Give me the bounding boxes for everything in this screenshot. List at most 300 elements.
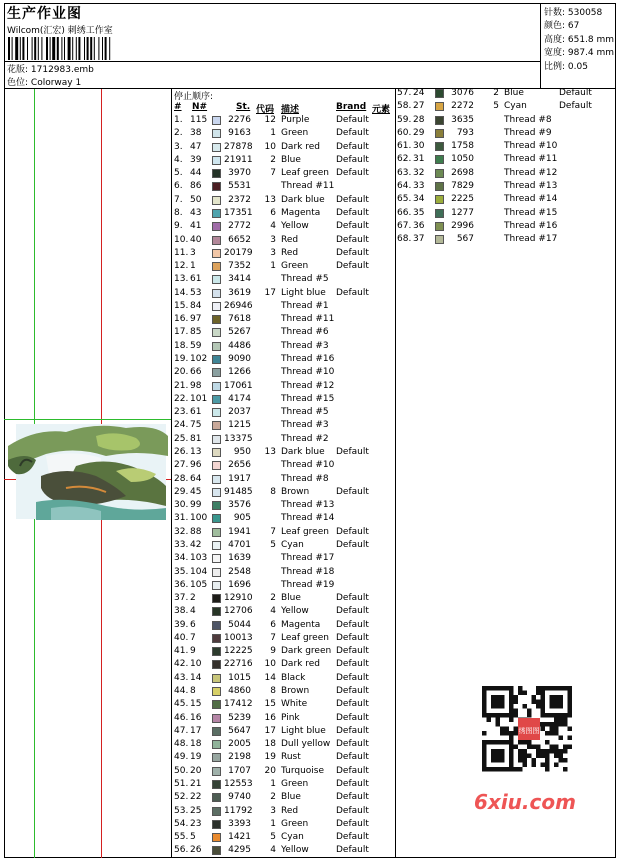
qr-cell	[514, 731, 519, 736]
qr-cell	[500, 727, 505, 732]
barcode-bar	[87, 37, 89, 60]
row-n: 85	[190, 327, 202, 338]
color-swatch	[212, 143, 221, 152]
row-seq: 46.	[174, 712, 189, 723]
qr-cell	[514, 709, 519, 714]
color-swatch	[212, 740, 221, 749]
row-seq: 31.	[174, 513, 189, 524]
qr-cell	[518, 691, 523, 696]
row-seq: 59.	[397, 114, 412, 125]
row-n: 20	[190, 765, 202, 776]
color-swatch	[435, 222, 444, 231]
qr-cell	[509, 731, 514, 736]
qr-cell	[532, 745, 537, 750]
row-brand: Default	[336, 845, 369, 856]
row-description: Dull yellow	[281, 739, 331, 750]
row-brand: Default	[336, 486, 369, 497]
color-swatch	[212, 315, 221, 324]
row-stitches: 950	[233, 447, 251, 457]
color-swatch	[212, 182, 221, 191]
color-swatch	[212, 302, 221, 311]
row-stitches: 5647	[228, 725, 251, 736]
row-seq: 27.	[174, 460, 189, 471]
barcode-bar	[27, 37, 28, 60]
row-description: Red	[281, 247, 299, 258]
row-stitches: 12225	[224, 646, 253, 657]
row-brand: Default	[336, 672, 369, 683]
row-stitches: 1696	[228, 579, 251, 590]
row-description: Thread #5	[281, 407, 329, 418]
row-seq: 49.	[174, 752, 189, 763]
qr-cell	[536, 700, 541, 705]
row-stitches: 5239	[228, 712, 251, 723]
row-seq: 66.	[397, 207, 412, 218]
color-swatch	[212, 395, 221, 404]
row-stitches: 17061	[224, 380, 253, 391]
row-stitches: 1015	[228, 672, 251, 683]
row-seq: 40.	[174, 632, 189, 643]
qr-finder	[491, 749, 505, 763]
barcode-bar	[61, 37, 62, 60]
color-swatch	[212, 262, 221, 271]
barcode-bar	[90, 37, 92, 60]
qr-cell	[496, 722, 501, 727]
row-n: 98	[190, 380, 202, 391]
row-brand: Default	[336, 739, 369, 750]
row-stitches: 905	[233, 513, 251, 524]
qr-cell	[523, 749, 528, 754]
row-stitches: 7829	[451, 180, 474, 191]
row-seq: 60.	[397, 127, 412, 138]
color-swatch	[212, 793, 221, 802]
row-code: 13	[264, 447, 276, 457]
row-n: 1	[190, 261, 196, 272]
row-description: Thread #8	[281, 473, 329, 484]
qr-cell	[563, 767, 568, 772]
row-description: Cyan	[281, 539, 304, 550]
row-code: 5	[270, 539, 276, 550]
row-description: Thread #3	[281, 340, 329, 351]
color-swatch	[212, 687, 221, 696]
row-seq: 47.	[174, 725, 189, 736]
qr-cell	[527, 754, 532, 759]
row-description: Black	[281, 672, 306, 683]
row-description: Turquoise	[281, 765, 325, 776]
row-description: Dark green	[281, 646, 332, 657]
color-swatch	[212, 209, 221, 218]
row-n: 75	[190, 420, 202, 431]
barcode-bar	[15, 37, 18, 60]
row-seq: 5.	[174, 168, 183, 179]
row-seq: 14.	[174, 287, 189, 298]
row-brand: Default	[336, 234, 369, 245]
color-swatch	[212, 634, 221, 643]
row-seq: 51.	[174, 779, 189, 789]
row-stitches: 567	[456, 234, 474, 245]
row-seq: 45.	[174, 699, 189, 710]
row-seq: 50.	[174, 765, 189, 776]
row-description: Blue	[281, 593, 301, 604]
color-swatch	[212, 342, 221, 351]
row-code: 2	[493, 88, 499, 98]
row-seq: 18.	[174, 340, 189, 351]
row-stitches: 2198	[228, 752, 251, 763]
qr-cell	[518, 767, 523, 772]
color-swatch	[212, 116, 221, 125]
row-seq: 29.	[174, 486, 189, 497]
row-stitches: 27878	[224, 141, 253, 152]
qr-cell	[550, 731, 555, 736]
row-stitches: 1707	[228, 765, 251, 776]
row-code: 3	[270, 805, 276, 816]
row-description: Yellow	[281, 221, 309, 232]
qr-cell	[545, 749, 550, 754]
row-stitches: 21911	[224, 154, 253, 165]
row-n: 34	[413, 194, 425, 205]
row-stitches: 2656	[228, 460, 251, 471]
barcode-bar	[41, 37, 42, 60]
color-swatch	[212, 714, 221, 723]
qr-cell	[554, 727, 559, 732]
color-swatch	[212, 169, 221, 178]
row-code: 12	[264, 115, 276, 125]
row-description: Thread #16	[281, 354, 335, 365]
barcode-bar	[52, 37, 55, 60]
color-swatch	[212, 660, 221, 669]
row-seq: 68.	[397, 234, 412, 245]
color-swatch	[212, 554, 221, 563]
row-stitches: 1941	[228, 526, 251, 537]
row-stitches: 1421	[228, 832, 251, 843]
qr-cell	[545, 763, 550, 768]
color-swatch	[212, 501, 221, 510]
row-code: 9	[270, 646, 276, 657]
qr-cell	[518, 754, 523, 759]
row-n: 22	[190, 792, 202, 803]
qr-cell	[509, 736, 514, 741]
color-swatch	[212, 700, 221, 709]
row-brand: Default	[336, 261, 369, 272]
barcode-bar	[22, 37, 24, 60]
row-description: Thread #17	[504, 234, 558, 245]
row-description: Thread #17	[281, 553, 335, 564]
row-seq: 28.	[174, 473, 189, 484]
row-seq: 55.	[174, 832, 189, 843]
qr-cell	[532, 695, 537, 700]
color-swatch	[212, 289, 221, 298]
qr-cell	[536, 686, 541, 691]
row-seq: 12.	[174, 261, 189, 272]
row-code: 7	[270, 168, 276, 179]
row-brand: Default	[336, 779, 369, 789]
qr-cell	[559, 736, 564, 741]
row-n: 10	[190, 659, 202, 670]
row-seq: 2.	[174, 128, 183, 139]
qr-cell	[536, 691, 541, 696]
row-stitches: 2772	[228, 221, 251, 232]
qr-cell	[536, 745, 541, 750]
qr-finder	[491, 695, 505, 709]
row-stitches: 9163	[228, 128, 251, 139]
row-n: 16	[190, 712, 202, 723]
color-swatch	[212, 621, 221, 630]
row-code: 14	[264, 672, 276, 683]
row-n: 9	[190, 646, 196, 657]
qr-cell	[514, 695, 519, 700]
row-brand: Default	[336, 526, 369, 537]
row-n: 4	[190, 606, 196, 617]
row-n: 43	[190, 207, 202, 218]
row-code: 1	[270, 818, 276, 829]
color-swatch	[212, 846, 221, 855]
row-n: 59	[190, 340, 202, 351]
qr-cell	[541, 749, 546, 754]
row-stitches: 2372	[228, 194, 251, 205]
row-stitches: 4486	[228, 340, 251, 351]
row-description: Thread #14	[281, 513, 335, 524]
row-brand: Default	[336, 115, 369, 125]
row-stitches: 3576	[228, 500, 251, 511]
color-swatch	[212, 647, 221, 656]
row-n: 101	[190, 393, 208, 404]
row-stitches: 2276	[228, 115, 251, 125]
qr-cell	[487, 718, 492, 723]
row-code: 6	[270, 207, 276, 218]
color-swatch	[212, 368, 221, 377]
row-stitches: 12910	[224, 593, 253, 604]
col-header-description: 描述	[281, 105, 300, 115]
row-seq: 54.	[174, 818, 189, 829]
studio-name: Wilcom(汇宏) 刺绣工作室	[7, 26, 113, 36]
qr-cell	[545, 758, 550, 763]
barcode-bar	[76, 37, 77, 60]
stat-height: 高度: 651.8 mm	[544, 35, 615, 45]
color-swatch	[212, 767, 221, 776]
qr-cell	[563, 722, 568, 727]
row-brand: Default	[336, 646, 369, 657]
row-description: Leaf green	[281, 168, 329, 179]
qr-cell	[545, 722, 550, 727]
qr-cell	[518, 758, 523, 763]
color-swatch	[212, 541, 221, 550]
qr-cell	[509, 718, 514, 723]
row-seq: 48.	[174, 739, 189, 750]
row-description: Thread #2	[281, 433, 329, 444]
row-seq: 42.	[174, 659, 189, 670]
color-swatch	[212, 382, 221, 391]
row-stitches: 3414	[228, 274, 251, 285]
color-swatch	[212, 514, 221, 523]
row-brand: Default	[336, 818, 369, 829]
row-seq: 58.	[397, 101, 412, 112]
qr-cell	[554, 722, 559, 727]
qr-cell	[523, 740, 528, 745]
color-swatch	[212, 435, 221, 444]
stat-width: 宽度: 987.4 mm	[544, 48, 615, 58]
row-description: Thread #10	[281, 460, 335, 471]
divider	[395, 88, 396, 858]
qr-cell	[514, 700, 519, 705]
row-code: 2	[270, 154, 276, 165]
row-n: 45	[190, 486, 202, 497]
row-seq: 67.	[397, 220, 412, 231]
row-brand: Default	[336, 765, 369, 776]
row-stitches: 10013	[224, 632, 253, 643]
row-description: Green	[281, 128, 309, 139]
qr-cell	[559, 754, 564, 759]
row-stitches: 3635	[451, 114, 474, 125]
row-n: 14	[190, 672, 202, 683]
row-n: 28	[413, 114, 425, 125]
row-stitches: 12553	[224, 779, 253, 789]
row-stitches: 1215	[228, 420, 251, 431]
row-brand: Default	[336, 128, 369, 139]
row-n: 23	[190, 818, 202, 829]
design-file-label: 花版:	[7, 65, 31, 75]
row-n: 40	[190, 234, 202, 245]
row-seq: 56.	[174, 845, 189, 856]
row-description: Dark red	[281, 659, 320, 670]
row-description: Thread #13	[281, 500, 335, 511]
qr-cell	[523, 763, 528, 768]
row-seq: 21.	[174, 380, 189, 391]
row-stitches: 20179	[224, 247, 253, 258]
color-swatch	[212, 448, 221, 457]
row-n: 66	[190, 367, 202, 378]
color-swatch	[212, 568, 221, 577]
row-stitches: 1277	[451, 207, 474, 218]
qr-cell	[527, 713, 532, 718]
row-description: Thread #1	[281, 300, 329, 311]
row-description: Cyan	[504, 101, 527, 112]
color-swatch	[212, 807, 221, 816]
row-stitches: 4295	[228, 845, 251, 856]
row-n: 47	[190, 141, 202, 152]
qr-cell	[514, 727, 519, 732]
row-stitches: 4860	[228, 686, 251, 697]
row-n: 27	[413, 101, 425, 112]
row-n: 29	[413, 127, 425, 138]
col-header-element: 元素	[372, 105, 391, 115]
row-stitches: 12706	[224, 606, 253, 617]
row-description: Blue	[504, 88, 524, 98]
color-swatch	[212, 328, 221, 337]
row-stitches: 2698	[451, 167, 474, 178]
qr-cell	[514, 745, 519, 750]
qr-cell	[518, 740, 523, 745]
row-stitches: 1758	[451, 141, 474, 152]
row-brand: Default	[336, 752, 369, 763]
qr-cell	[563, 749, 568, 754]
qr-cell	[550, 749, 555, 754]
row-seq: 7.	[174, 194, 183, 205]
row-seq: 30.	[174, 500, 189, 511]
row-seq: 6.	[174, 181, 183, 192]
color-swatch	[212, 475, 221, 484]
row-n: 26	[190, 845, 202, 856]
qr-cell	[563, 745, 568, 750]
qr-cell	[518, 686, 523, 691]
row-stitches: 3970	[228, 168, 251, 179]
row-brand: Default	[336, 168, 369, 179]
row-seq: 15.	[174, 300, 189, 311]
row-n: 61	[190, 274, 202, 285]
row-stitches: 1639	[228, 553, 251, 564]
row-stitches: 4701	[228, 539, 251, 550]
row-code: 5	[270, 832, 276, 843]
color-swatch	[435, 129, 444, 138]
row-seq: 37.	[174, 593, 189, 604]
row-stitches: 17412	[224, 699, 253, 710]
row-stitches: 11792	[224, 805, 253, 816]
qr-code	[470, 682, 585, 777]
row-code: 3	[270, 247, 276, 258]
row-code: 10	[264, 659, 276, 670]
row-description: Rust	[281, 752, 301, 763]
row-seq: 1.	[174, 115, 183, 125]
color-swatch	[212, 408, 221, 417]
barcode-bar	[64, 37, 65, 60]
row-description: Magenta	[281, 207, 321, 218]
row-brand: Default	[336, 247, 369, 258]
row-seq: 65.	[397, 194, 412, 205]
color-swatch	[212, 607, 221, 616]
divider	[171, 88, 172, 858]
qr-cell	[554, 718, 559, 723]
qr-cell	[536, 749, 541, 754]
color-swatch	[212, 236, 221, 245]
row-brand: Default	[336, 659, 369, 670]
stat-colors: 颜色: 67	[544, 21, 580, 31]
row-description: Thread #16	[504, 220, 558, 231]
row-n: 38	[190, 128, 202, 139]
row-seq: 39.	[174, 619, 189, 630]
row-brand: Default	[336, 619, 369, 630]
row-brand: Default	[336, 712, 369, 723]
qr-cell	[536, 754, 541, 759]
row-description: Thread #19	[281, 579, 335, 590]
qr-cell	[559, 758, 564, 763]
qr-cell	[550, 745, 555, 750]
row-n: 115	[190, 115, 208, 125]
row-stitches: 13375	[224, 433, 253, 444]
row-description: Magenta	[281, 619, 321, 630]
row-code: 8	[270, 686, 276, 697]
barcode-bar	[46, 37, 48, 60]
row-n: 19	[190, 752, 202, 763]
qr-cell	[536, 704, 541, 709]
color-swatch	[435, 155, 444, 164]
qr-cell	[482, 731, 487, 736]
row-n: 97	[190, 314, 202, 325]
row-code: 6	[270, 619, 276, 630]
row-stitches: 1266	[228, 367, 251, 378]
row-n: 25	[190, 805, 202, 816]
row-seq: 32.	[174, 526, 189, 537]
barcode-bar	[50, 37, 51, 60]
barcode-bar	[8, 37, 10, 60]
qr-cell	[554, 763, 559, 768]
color-swatch	[212, 820, 221, 829]
stat-scale: 比例: 0.05	[544, 62, 588, 72]
row-description: Thread #13	[504, 180, 558, 191]
row-description: Thread #10	[281, 367, 335, 378]
row-n: 7	[190, 632, 196, 643]
row-stitches: 22716	[224, 659, 253, 670]
color-swatch	[212, 156, 221, 165]
row-code: 18	[264, 739, 276, 750]
col-header-code: 代码	[256, 105, 275, 115]
